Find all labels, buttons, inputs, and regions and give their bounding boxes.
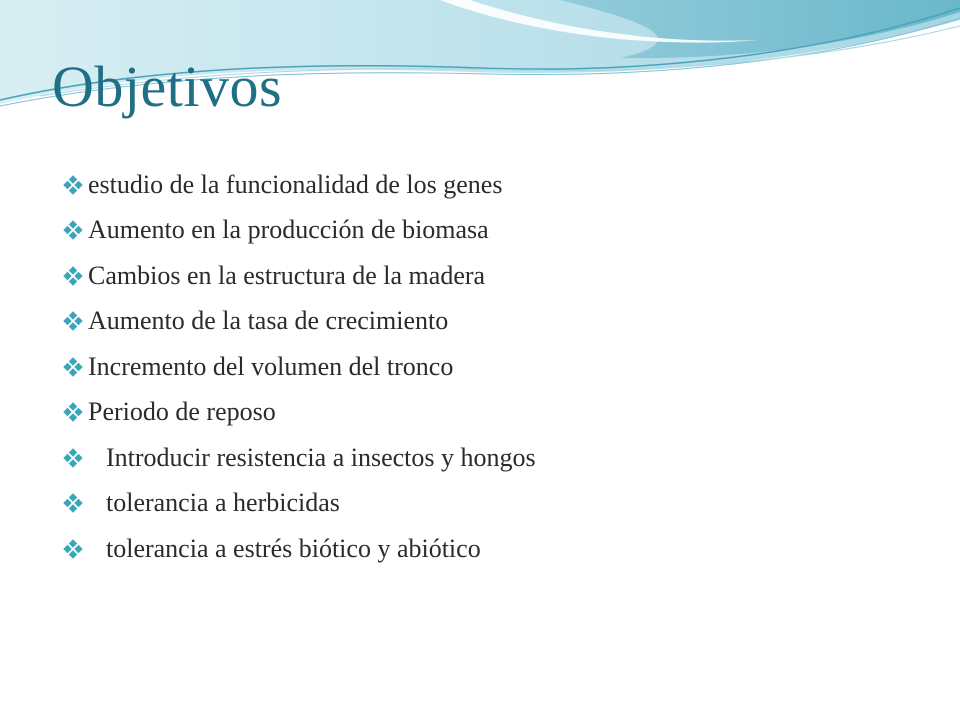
list-item [62,344,536,390]
list-item-text: Aumento en la producción de biomasa [88,215,489,245]
list-item-text: Aumento de la tasa de crecimiento [88,306,449,336]
list-item-text: tolerancia a estrés biótico y abiótico [106,533,481,563]
list-item-text: Periodo de reposo [88,397,276,427]
list-item [62,299,536,345]
diamond-quad-icon [62,401,84,423]
diamond-quad-icon [62,310,84,332]
list-item [62,390,536,436]
diamond-quad-icon [62,174,84,196]
slide-title: Objetivos [52,54,283,119]
list-item-text: Introducir resistencia a insectos y hongos [106,442,536,472]
diamond-quad-icon [62,265,84,287]
list-item-text: tolerancia a herbicidas [106,488,340,518]
objectives-list [62,162,536,572]
list-item [62,481,536,527]
diamond-quad-icon [62,356,84,378]
list-item-text: Incremento del volumen del tronco [88,351,454,381]
diamond-quad-icon [62,538,84,560]
list-item [62,162,536,208]
diamond-quad-icon [62,219,84,241]
list-item [62,208,536,254]
list-item-text: Cambios en la estructura de la madera [88,260,486,290]
list-item [62,526,536,572]
list-item [62,253,536,299]
diamond-quad-icon [62,492,84,514]
diamond-quad-icon [62,447,84,469]
list-item [62,435,536,481]
list-item-text: estudio de la funcionalidad de los genes [88,169,503,199]
